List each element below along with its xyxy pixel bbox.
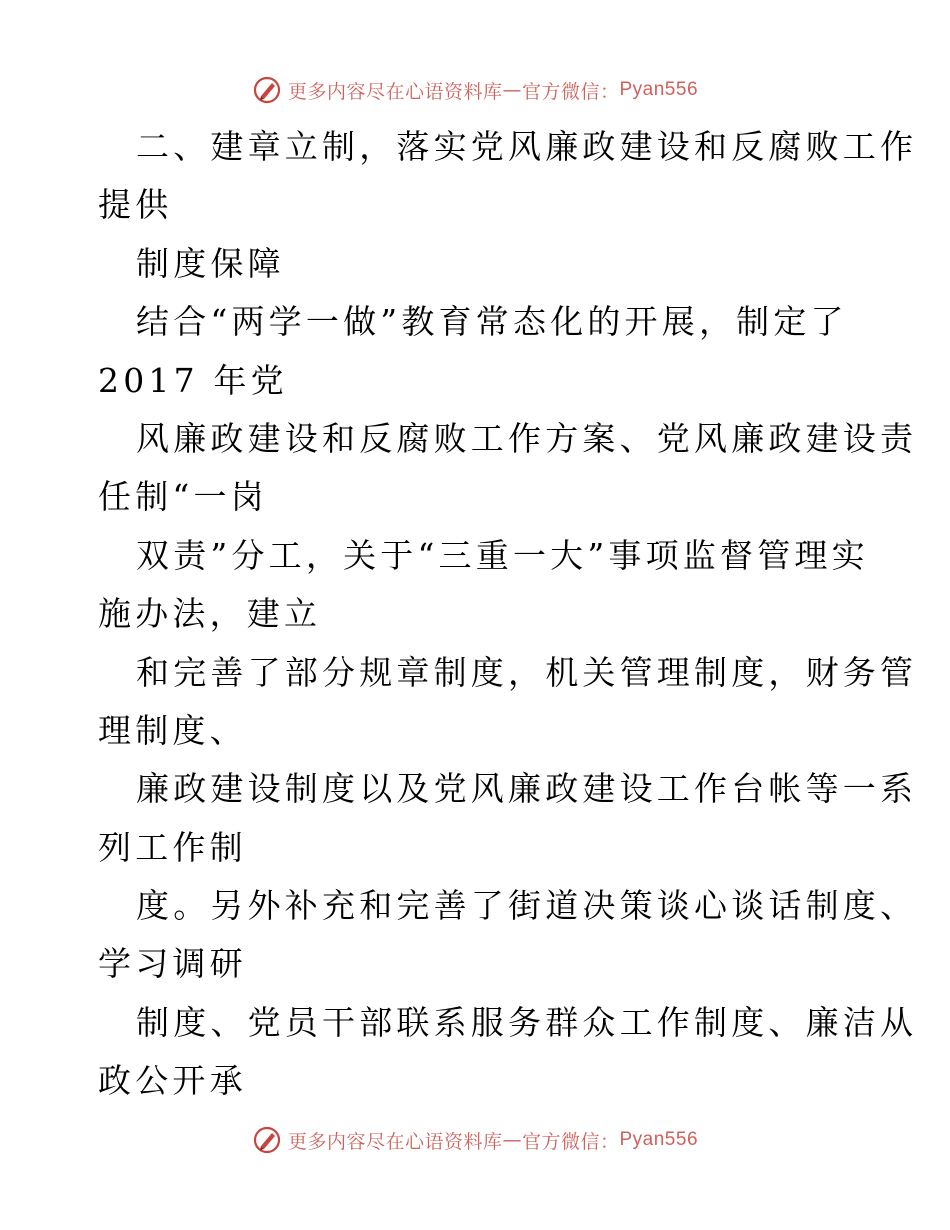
watermark-site-text: 更多内容尽在心语资料库 [287,1130,503,1153]
text-line: 结合“两学一做”教育常态化的开展，制定了 [136,302,848,342]
header-watermark [0,70,950,110]
text-line: 制度、党员干部联系服务群众工作制度、廉洁从 [136,1002,918,1042]
watermark-wechat-id: Pyan556 [619,79,699,100]
text-line: 列工作制 [98,827,247,867]
text-line: 制度保障 [136,243,285,283]
text-line: 2017 年党 [98,360,288,400]
text-line: 政公开承 [98,1061,247,1101]
footer-watermark [0,1120,950,1160]
text-line: 度。另外补充和完善了街道决策谈心谈话制度、 [136,886,918,926]
watermark-wechat-label: 官方微信： [521,80,620,103]
watermark-wechat-label: 官方微信： [521,1130,620,1153]
pen-logo-icon [252,1125,282,1155]
document-body [98,118,918,1111]
text-line: 风廉政建设和反腐败工作方案、党风廉政建设责 [136,418,918,458]
text-line: 和完善了部分规章制度，机关管理制度，财务管 [136,652,918,692]
text-line: 任制“一岗 [98,477,268,517]
text-line: 学习调研 [98,944,247,984]
watermark-site-text: 更多内容尽在心语资料库 [287,80,503,103]
text-line: 二、建章立制，落实党风廉政建设和反腐败工作 [136,127,918,166]
text-line: 双责”分工，关于“三重一大”事项监督管理实 [136,535,869,575]
watermark-separator: — [502,79,522,101]
text-line: 提供 [98,185,173,225]
text-line: 廉政建设制度以及党风廉政建设工作台帐等一系 [136,769,918,809]
text-line: 理制度、 [98,710,247,750]
watermark-separator: — [502,1129,522,1151]
watermark-wechat-id: Pyan556 [619,1129,699,1150]
pen-logo-icon [252,75,282,105]
text-line: 施办法，建立 [98,594,322,634]
